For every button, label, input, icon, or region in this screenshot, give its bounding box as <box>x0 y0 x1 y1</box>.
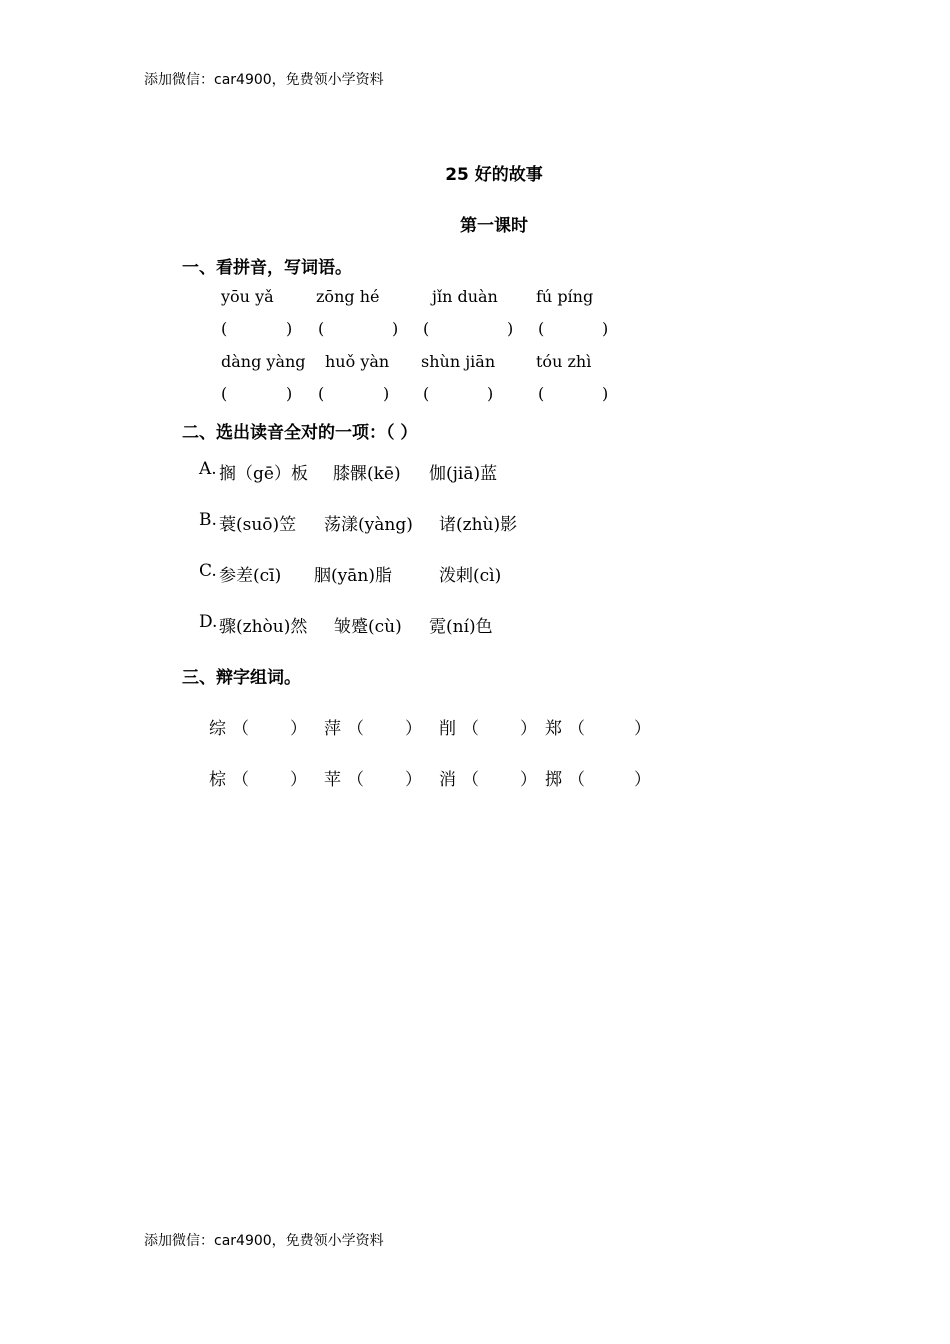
answer-paren-close: ） <box>290 719 307 739</box>
answer-paren-open: （ <box>462 719 479 739</box>
answer-paren-close: ) <box>286 384 293 403</box>
answer-paren-open: （ <box>568 719 585 739</box>
option-label: C. <box>199 561 217 581</box>
answer-paren-open: （ <box>347 719 364 739</box>
answer-paren-close: ） <box>405 719 422 739</box>
pinyin-item: tóu zhì <box>536 352 592 371</box>
option-word: 霓(ní)色 <box>429 617 493 637</box>
section3-heading: 三、辩字组词。 <box>182 668 301 688</box>
pinyin-item: huǒ yàn <box>325 352 390 371</box>
option-word: 泼剌(cì) <box>439 566 502 586</box>
option-word: 蓑(suō)笠 <box>219 515 297 535</box>
answer-paren-close: ） <box>405 770 422 790</box>
answer-paren-open: ( <box>423 319 430 338</box>
char-item: 综 <box>209 719 226 739</box>
option-label: B. <box>199 510 217 530</box>
answer-paren-close: ） <box>290 770 307 790</box>
option-word: 骤(zhòu)然 <box>219 617 308 637</box>
char-item: 郑 <box>545 719 562 739</box>
pinyin-item: zōng hé <box>316 287 380 306</box>
pinyin-item: dàng yàng <box>221 352 306 371</box>
answer-paren-close: ） <box>520 770 537 790</box>
answer-paren-close: ） <box>520 719 537 739</box>
char-item: 消 <box>439 770 456 790</box>
answer-paren-open: ( <box>538 384 545 403</box>
char-item: 苹 <box>324 770 341 790</box>
answer-paren-close: ) <box>392 319 399 338</box>
header-watermark: 添加微信：car4900，免费领小学资料 <box>144 72 384 88</box>
answer-paren-open: ( <box>221 384 228 403</box>
answer-paren-open: （ <box>232 770 249 790</box>
option-word: 参差(cī) <box>219 566 282 586</box>
option-word: 膝髁(kē) <box>333 464 401 484</box>
answer-paren-close: ) <box>602 319 609 338</box>
answer-paren-open: （ <box>232 719 249 739</box>
char-item: 掷 <box>545 770 562 790</box>
answer-paren-close: ) <box>602 384 609 403</box>
page-subtitle: 第一课时 <box>460 216 528 236</box>
pinyin-item: fú píng <box>536 287 594 306</box>
page-title: 25 好的故事 <box>445 165 543 185</box>
char-item: 棕 <box>209 770 226 790</box>
section2-heading: 二、选出读音全对的一项：（ ） <box>182 423 418 443</box>
option-word: 皱蹙(cù) <box>334 617 402 637</box>
footer-watermark: 添加微信：car4900，免费领小学资料 <box>144 1233 384 1249</box>
option-word: 搁（gē）板 <box>219 464 308 484</box>
char-item: 削 <box>439 719 456 739</box>
option-label: A. <box>199 459 217 479</box>
answer-paren-open: ( <box>318 319 325 338</box>
answer-paren-close: ) <box>383 384 390 403</box>
pinyin-item: jǐn duàn <box>432 287 498 306</box>
option-word: 诸(zhù)影 <box>439 515 518 535</box>
answer-paren-close: ） <box>634 770 651 790</box>
section1-heading: 一、看拼音，写词语。 <box>182 258 352 278</box>
answer-paren-open: （ <box>568 770 585 790</box>
answer-paren-open: ( <box>221 319 228 338</box>
answer-paren-close: ） <box>634 719 651 739</box>
option-word: 胭(yān)脂 <box>314 566 392 586</box>
answer-paren-close: ) <box>507 319 514 338</box>
answer-paren-close: ) <box>487 384 494 403</box>
pinyin-item: yōu yǎ <box>221 287 274 306</box>
answer-paren-open: （ <box>347 770 364 790</box>
answer-paren-open: （ <box>462 770 479 790</box>
option-word: 伽(jiā)蓝 <box>429 464 498 484</box>
answer-paren-close: ) <box>286 319 293 338</box>
answer-paren-open: ( <box>318 384 325 403</box>
answer-paren-open: ( <box>538 319 545 338</box>
char-item: 萍 <box>324 719 341 739</box>
pinyin-item: shùn jiān <box>421 352 496 371</box>
answer-paren-open: ( <box>423 384 430 403</box>
option-word: 荡漾(yàng) <box>324 515 413 535</box>
option-label: D. <box>199 612 218 632</box>
